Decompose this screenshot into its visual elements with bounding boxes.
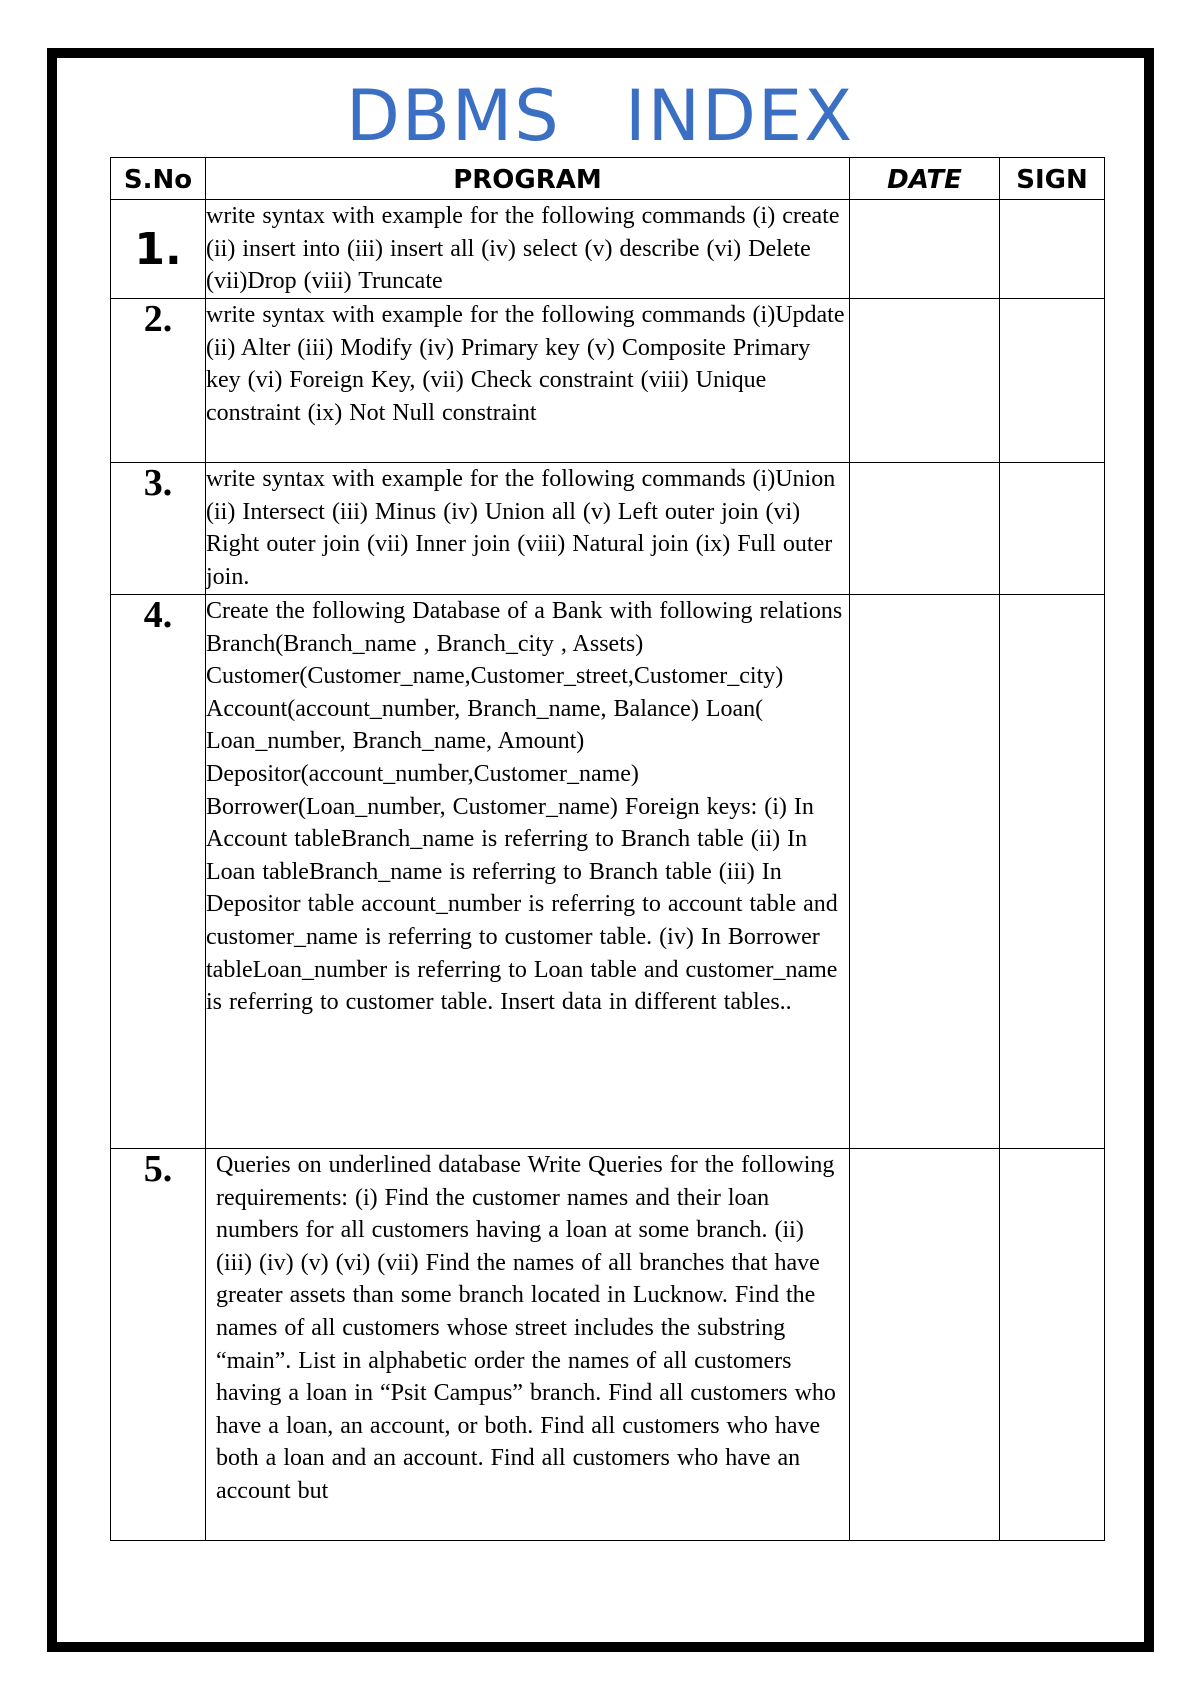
- row-number: 4.: [111, 595, 206, 1149]
- header-date: DATE: [850, 158, 1000, 200]
- program-description: write syntax with example for the following commands (i)Union (ii) Intersect (iii) Minus (iv) Union all (v) Left outer join (vi) Right outer join (vii) Inner join (viii) Natural join (ix) Full outer join.: [206, 463, 850, 595]
- table-row: [111, 299, 1105, 463]
- date-cell: [850, 1149, 1000, 1541]
- sign-cell: [1000, 299, 1105, 463]
- header-program: PROGRAM: [206, 158, 850, 200]
- table-row: [111, 1149, 1105, 1541]
- program-cell: [206, 1149, 850, 1541]
- program-description: Queries on underlined database Write Queries for the following requirements: (i) Find the customer names and their loan numbers for all customers having a loan at some branch. (ii) (iii) (iv) (v) (vi) (vii) Find the names of all branches that have greater assets than some branch located in Lucknow. Find the names of all customers whose street includes the substring “main”. List in alphabetic order the names of all customers having a loan in “Psit Campus” branch. Find all customers who have a loan, an account, or both. Find all customers who have both a loan and an account. Find all customers who have an account but: [216, 1152, 836, 1504]
- date-cell: [850, 299, 1000, 463]
- index-table: [110, 157, 1105, 1541]
- date-cell: [850, 463, 1000, 595]
- program-description: write syntax with example for the following commands (i) create (ii) insert into (iii) insert all (iv) select (v) describe (vi) Delete (vii)Drop (viii) Truncate: [206, 200, 850, 299]
- header-row: [111, 158, 1105, 200]
- sign-cell: [1000, 595, 1105, 1149]
- table-row: [111, 200, 1105, 299]
- sign-cell: [1000, 1149, 1105, 1541]
- row-number: 2.: [111, 299, 206, 463]
- row-number: 3.: [111, 463, 206, 595]
- program-description: write syntax with example for the following commands (i)Update (ii) Alter (iii) Modify (iv) Primary key (v) Composite Primary key (vi) Foreign Key, (vii) Check constraint (viii) Unique constraint (ix) Not Null constraint: [206, 299, 850, 463]
- program-description: Create the following Database of a Bank with following relations Branch(Branch_name , Branch_city , Assets) Customer(Customer_name,Customer_street,Customer_city) Account(account_number, Branch_name, Balance) Loan( Loan_number, Branch_name, Amount) Depositor(account_number,Customer_name) Borrower(Loan_number, Customer_name) Foreign keys: (i) In Account tableBranch_name is referring to Branch table (ii) In Loan tableBranch_name is referring to Branch table (iii) In Depositor table account_number is referring to account table and customer_name is referring to customer table. (iv) In Borrower tableLoan_number is referring to Loan table and customer_name is referring to customer table. Insert data in different tables..: [206, 595, 850, 1149]
- table-row: [111, 595, 1105, 1149]
- date-cell: [850, 595, 1000, 1149]
- table-row: [111, 463, 1105, 595]
- header-sign: SIGN: [1000, 158, 1105, 200]
- row-number: 5.: [111, 1149, 206, 1541]
- row-number: 1.: [111, 200, 206, 299]
- header-sno: S.No: [111, 158, 206, 200]
- sign-cell: [1000, 200, 1105, 299]
- sign-cell: [1000, 463, 1105, 595]
- date-cell: [850, 200, 1000, 299]
- page-title: DBMS INDEX: [345, 75, 855, 157]
